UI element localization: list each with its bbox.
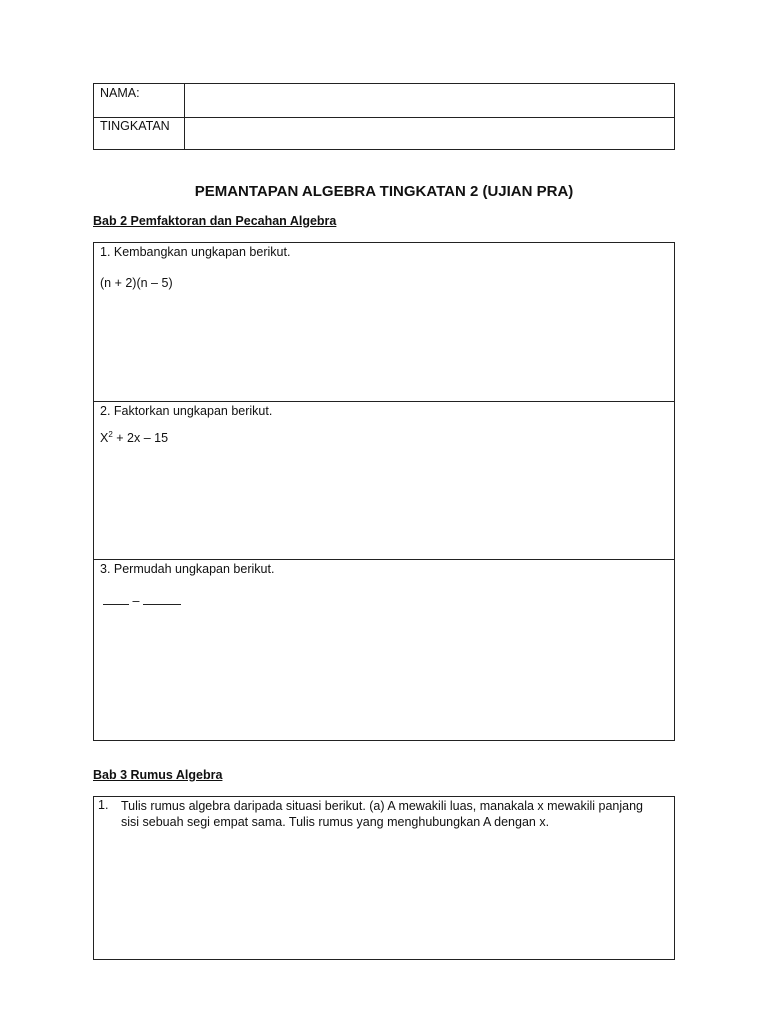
name-field[interactable] [185,84,674,117]
section-heading-bab-3: Bab 3 Rumus Algebra [93,768,223,782]
expression-rest: + 2x – 15 [112,431,169,446]
name-label: NAMA: [94,84,185,117]
question-3-expression [100,594,674,608]
level-label: TINGKATAN [94,117,185,150]
page-title: PEMANTAPAN ALGEBRA TINGKATAN 2 (UJIAN PRA) [194,183,574,200]
bab-3-question-box [93,796,675,960]
question-1-prompt: 1. Kembangkan ungkapan berikut. [100,245,291,259]
question-1-expression: (n + 2)(n – 5) [100,276,173,290]
minus-sign: – [132,594,140,608]
list-item [94,797,674,830]
question-3-prompt: 3. Permudah ungkapan berikut. [100,562,275,576]
question-2-expression [100,430,674,445]
fraction-line-left [103,604,129,605]
question-2-prompt: 2. Faktorkan ungkapan berikut. [100,404,273,418]
question-3 [94,560,674,741]
bab-2-question-box [93,242,675,741]
item-text: Tulis rumus algebra daripada situasi berikut. (a) A mewakili luas, manakala x mewakili panjang sisi sebuah segi empat sama. Tulis rumus yang menghubungkan A dengan x. [121,799,644,829]
student-info-table [93,83,675,150]
level-field[interactable] [185,117,674,150]
expression-base: X [100,431,109,446]
item-number: 1. [98,798,109,812]
expression-exponent: 2 [108,430,113,439]
question-1 [94,243,674,402]
name-row [94,84,674,118]
level-row [94,117,674,150]
section-heading-bab-2: Bab 2 Pemfaktoran dan Pecahan Algebra [93,214,337,228]
fraction-line-right [143,604,181,605]
question-2 [94,402,674,560]
